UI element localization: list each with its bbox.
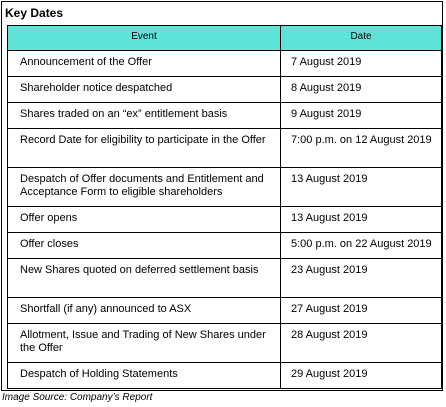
event-cell: Allotment, Issue and Trading of New Shares under the Offer <box>8 324 281 363</box>
table-row <box>8 298 442 324</box>
event-cell: Record Date for eligibility to participate in the Offer <box>8 129 281 168</box>
date-column-header: Date <box>281 26 442 51</box>
event-cell: Shareholder notice despatched <box>8 77 281 103</box>
date-cell: 27 August 2019 <box>281 298 442 324</box>
date-cell: 28 August 2019 <box>281 324 442 363</box>
key-dates-table <box>7 25 442 389</box>
date-cell: 7:00 p.m. on 12 August 2019 <box>281 129 442 168</box>
date-cell: 13 August 2019 <box>281 207 442 233</box>
table-row <box>8 129 442 168</box>
table-row <box>8 324 442 363</box>
key-dates-heading: Key Dates <box>5 6 64 20</box>
table-header-row <box>8 26 442 51</box>
table-row <box>8 103 442 129</box>
table-row <box>8 233 442 259</box>
event-cell: Despatch of Offer documents and Entitlement and Acceptance Form to eligible shareholders <box>8 168 281 207</box>
date-cell: 7 August 2019 <box>281 51 442 77</box>
event-column-header: Event <box>8 26 281 51</box>
date-cell: 5:00 p.m. on 22 August 2019 <box>281 233 442 259</box>
table-row <box>8 51 442 77</box>
date-cell: 29 August 2019 <box>281 363 442 389</box>
key-dates-box <box>1 1 443 391</box>
date-cell: 23 August 2019 <box>281 259 442 298</box>
date-cell: 8 August 2019 <box>281 77 442 103</box>
date-cell: 9 August 2019 <box>281 103 442 129</box>
date-cell: 13 August 2019 <box>281 168 442 207</box>
table-row <box>8 363 442 389</box>
table-row <box>8 259 442 298</box>
event-cell: Shares traded on an “ex” entitlement basis <box>8 103 281 129</box>
event-cell: Announcement of the Offer <box>8 51 281 77</box>
table-row <box>8 168 442 207</box>
event-cell: Shortfall (if any) announced to ASX <box>8 298 281 324</box>
event-cell: Offer opens <box>8 207 281 233</box>
event-cell: New Shares quoted on deferred settlement basis <box>8 259 281 298</box>
table-row <box>8 77 442 103</box>
table-row <box>8 207 442 233</box>
image-source-caption: Image Source: Company’s Report <box>2 392 153 403</box>
event-cell: Offer closes <box>8 233 281 259</box>
event-cell: Despatch of Holding Statements <box>8 363 281 389</box>
